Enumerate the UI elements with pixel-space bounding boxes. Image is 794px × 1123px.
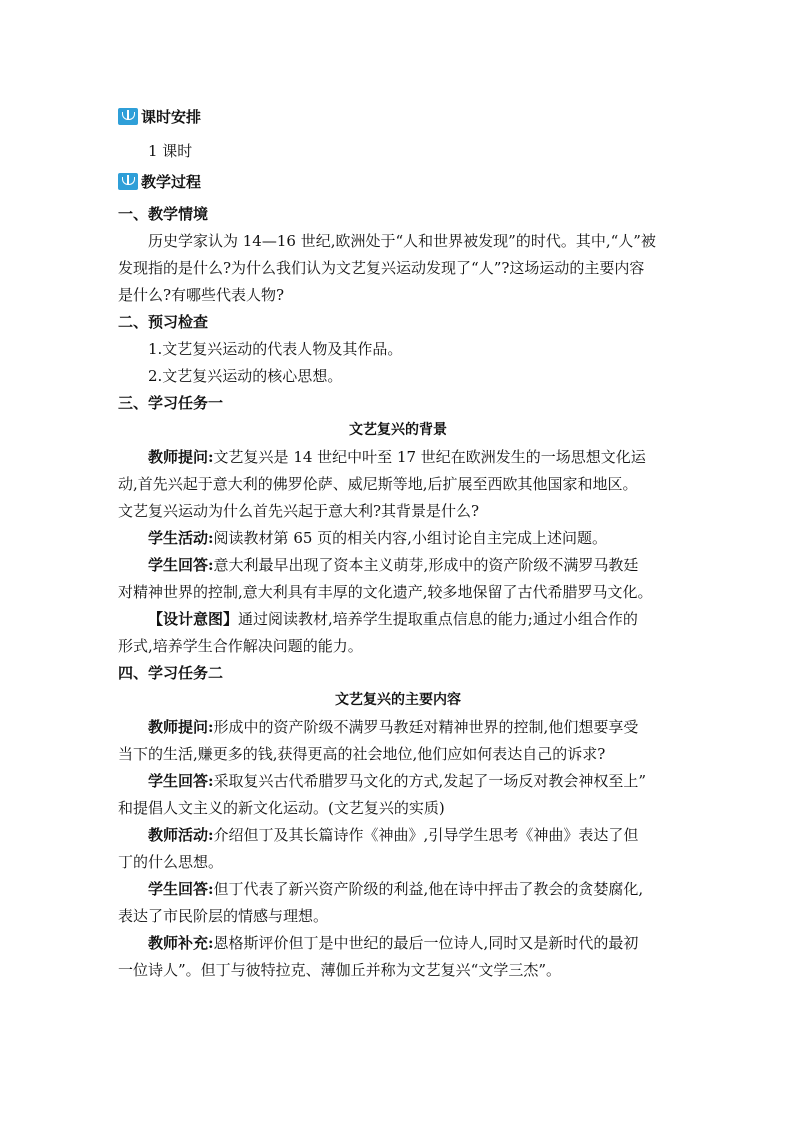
activity-text: 介绍但丁及其长篇诗作《神曲》,引导学生思考《神曲》表达了但 xyxy=(213,826,639,844)
lesson-plan-content xyxy=(118,104,678,984)
answer-text: 对精神世界的控制,意大利具有丰厚的文化遗产,较多地保留了古代希腊罗马文化。 xyxy=(118,583,653,601)
part3-answer xyxy=(118,552,678,579)
answer-text: 意大利最早出现了资本主义萌芽,形成中的资产阶级不满罗马教廷 xyxy=(213,556,639,574)
section-process-heading xyxy=(118,169,678,193)
part3-question xyxy=(118,444,678,471)
part4-answer-2 xyxy=(118,876,678,903)
supplement-text: 恩格斯评价但丁是中世纪的最后一位诗人,同时又是新时代的最初 xyxy=(213,934,639,952)
answer-text: 和提倡人文主义的新文化运动。(文艺复兴的实质) xyxy=(118,799,445,817)
answer-text: 但丁代表了新兴资产阶级的利益,他在诗中抨击了教会的贪婪腐化, xyxy=(213,880,644,898)
part1-line: 发现指的是什么?为什么我们认为文艺复兴运动发现了“人”?这场运动的主要内容 xyxy=(118,259,645,277)
section-schedule-heading xyxy=(118,104,678,128)
teacher-supplement-label: 教师补充: xyxy=(148,934,214,952)
part4-activity xyxy=(118,822,678,849)
part3-intent xyxy=(118,606,678,633)
teacher-activity-label: 教师活动: xyxy=(148,826,214,844)
part4-supplement xyxy=(118,930,678,957)
question-text: 文艺复兴运动为什么首先兴起于意大利?其背景是什么? xyxy=(118,502,480,520)
part1-heading: 一、教学情境 xyxy=(118,205,209,223)
section-schedule-title: 课时安排 xyxy=(141,107,202,126)
part1-line: 历史学家认为 14—16 世纪,欧洲处于“人和世界被发现”的时代。其中,“人”被 xyxy=(148,232,656,250)
student-answer-label: 学生回答: xyxy=(148,880,214,898)
part1-line: 是什么?有哪些代表人物? xyxy=(118,286,285,304)
part2-heading: 二、预习检查 xyxy=(118,313,209,331)
part3-activity xyxy=(118,525,678,552)
intent-text: 通过阅读教材,培养学生提取重点信息的能力;通过小组合作的 xyxy=(238,610,638,628)
question-text: 动,首先兴起于意大利的佛罗伦萨、威尼斯等地,后扩展至西欧其他国家和地区。 xyxy=(118,475,638,493)
schedule-body: 1 课时 xyxy=(148,142,193,160)
section-process-title: 教学过程 xyxy=(141,172,202,191)
preview-item: 2.文艺复兴运动的核心思想。 xyxy=(148,367,343,385)
question-text: 当下的生活,赚更多的钱,获得更高的社会地位,他们应如何表达自己的诉求? xyxy=(118,745,606,763)
book-icon xyxy=(118,173,138,190)
question-text: 文艺复兴是 14 世纪中叶至 17 世纪在欧洲发生的一场思想文化运 xyxy=(213,448,646,466)
teacher-question-label: 教师提问: xyxy=(148,718,214,736)
question-text: 形成中的资产阶级不满罗马教廷对精神世界的控制,他们想要享受 xyxy=(213,718,639,736)
part3-heading: 三、学习任务一 xyxy=(118,394,224,412)
supplement-text: 一位诗人”。但丁与彼特拉克、薄伽丘并称为文艺复兴“文学三杰”。 xyxy=(118,961,562,979)
intent-text: 形式,培养学生合作解决问题的能力。 xyxy=(118,637,363,655)
book-icon xyxy=(118,108,138,125)
part4-question xyxy=(118,714,678,741)
part4-answer-1 xyxy=(118,768,678,795)
design-intent-label: 【设计意图】 xyxy=(148,610,239,628)
answer-text: 采取复兴古代希腊罗马文化的方式,发起了一场反对教会神权至上” xyxy=(213,772,646,790)
part4-subtitle: 文艺复兴的主要内容 xyxy=(335,692,461,708)
preview-item: 1.文艺复兴运动的代表人物及其作品。 xyxy=(148,340,403,358)
student-answer-label: 学生回答: xyxy=(148,556,214,574)
activity-text: 阅读教材第 65 页的相关内容,小组讨论自主完成上述问题。 xyxy=(213,529,607,547)
part3-subtitle: 文艺复兴的背景 xyxy=(349,422,447,438)
student-answer-label: 学生回答: xyxy=(148,772,214,790)
part4-heading: 四、学习任务二 xyxy=(118,664,224,682)
answer-text: 表达了市民阶层的情感与理想。 xyxy=(118,907,329,925)
teacher-question-label: 教师提问: xyxy=(148,448,214,466)
activity-text: 丁的什么思想。 xyxy=(118,853,224,871)
student-activity-label: 学生活动: xyxy=(148,529,214,547)
